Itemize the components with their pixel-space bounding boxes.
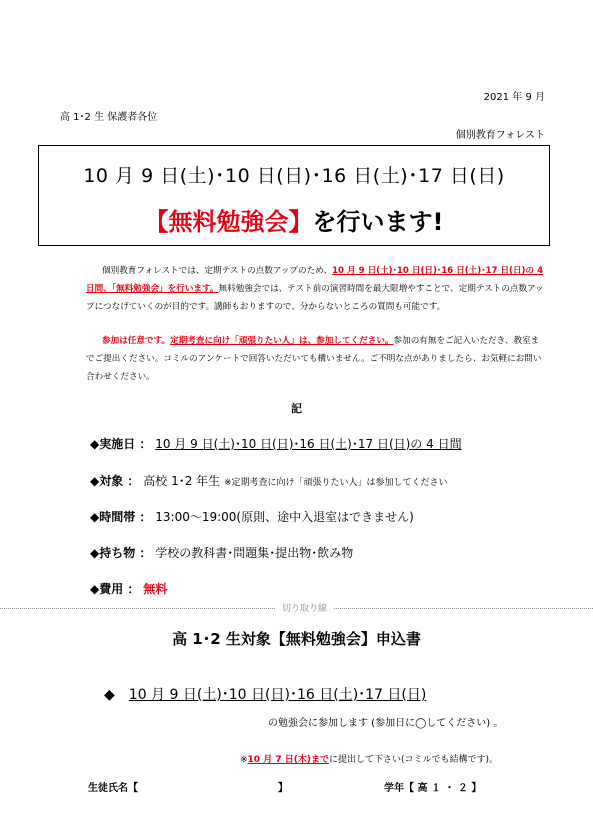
ki-heading: 記 <box>291 402 302 415</box>
form-instruction: の勉強会に参加します (参加日に◯してください) 。 <box>268 718 504 729</box>
detail-label: ◆対象 ： <box>90 474 140 488</box>
deadline-prefix: ※ <box>240 755 248 765</box>
form-deadline <box>240 752 498 765</box>
detail-value: 13:00～19:00(原則、途中入退室はできません) <box>155 510 414 524</box>
cut-label: 切り取り線 <box>276 601 333 614</box>
intro-text: 参加の有無をご記入いただき、教室までご提出ください。コミルのアンケートで回答いただいても構いません。ご不明な点がありましたら、お気軽にお問い合わせください。 <box>86 336 542 382</box>
sender-name: 個別教育フォレスト <box>455 130 545 141</box>
detail-fee <box>90 580 167 597</box>
detail-note: ※定期考査に向け「頑張りたい人」は参加してください <box>223 478 448 488</box>
detail-value: 無料 <box>143 582 168 596</box>
detail-label: ◆持ち物 ： <box>90 546 152 560</box>
recipient-line: 高 1･2 生 保護者各位 <box>60 112 158 123</box>
document-date: 2021 年 9 月 <box>483 92 545 103</box>
detail-label: ◆費用 ： <box>90 582 140 596</box>
grade-field[interactable]: 学年【 高 １ ・ ２ 】 <box>384 783 482 794</box>
title-main <box>39 202 549 237</box>
diamond-icon: ◆ <box>104 687 115 703</box>
deadline-rest: に提出して下さい(コミルでも結構です)。 <box>328 755 498 765</box>
detail-value: 学校の教科書･問題集･提出物･飲み物 <box>155 546 354 560</box>
student-name-field[interactable]: 生徒氏名【 】 <box>88 783 288 794</box>
title-rest: を行います! <box>312 208 444 236</box>
title-highlight: 【無料勉強会】 <box>144 208 313 236</box>
form-date-options[interactable]: 10 月 9 日(土)･10 日(日)･16 日(土)･17 日(日) <box>128 687 427 703</box>
intro-text: 無料勉強会では、テスト前の演習時間を最大限増やすことで、定期テストの点数アップにつなげていくのが目的です。講師もおりますので、分からないところの質問も可能です。 <box>86 284 544 312</box>
detail-label: ◆実施日 ： <box>90 437 152 451</box>
detail-date <box>90 435 462 452</box>
intro-highlight: 10 月 9 日(土)･10 日(日)･16 日(土)･17 日(日)の 4 日間、「無料勉強会」を行います。 <box>86 266 544 294</box>
detail-target <box>90 472 448 489</box>
detail-value: 高校 1･2 年生 <box>143 474 221 488</box>
detail-value: 10 月 9 日(土)･10 日(日)･16 日(土)･17 日(日)の 4 日間 <box>155 437 462 451</box>
deadline-date: 10 月 7 日(木)まで <box>247 755 329 765</box>
detail-label: ◆時間帯 ： <box>90 510 152 524</box>
intro-paragraph-1 <box>86 262 546 316</box>
optional-note: 参加は任意です。 <box>102 336 171 346</box>
title-dates: 10 月 9 日(土)･10 日(日)･16 日(土)･17 日(日) <box>83 165 505 187</box>
intro-paragraph-2 <box>86 332 546 386</box>
detail-bring <box>90 544 353 561</box>
intro-text: 個別教育フォレストでは、定期テストの点数アップのため、 <box>102 266 333 276</box>
form-title: 高 1･2 生対象【無料勉強会】申込書 <box>172 630 421 648</box>
title-box <box>38 145 550 246</box>
form-dates <box>104 684 426 704</box>
participation-call: 定期考査に向け「頑張りたい人」は、参加してください。 <box>170 336 394 346</box>
detail-time <box>90 508 414 525</box>
